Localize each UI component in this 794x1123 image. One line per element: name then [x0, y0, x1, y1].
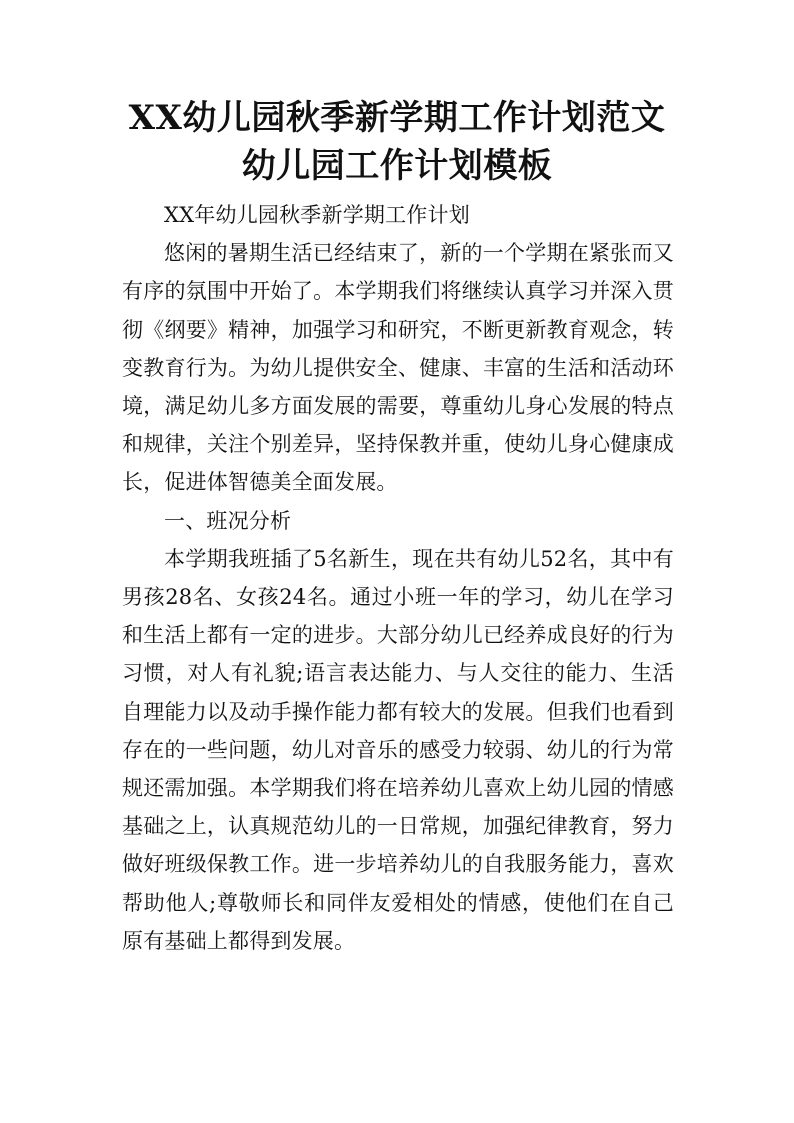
intro-paragraph: 悠闲的暑期生活已经结束了，新的一个学期在紧张而又有序的氛围中开始了。本学期我们将继续认真学习并深入贯彻《纲要》精神，加强学习和研究，不断更新教育观念，转变教育行为。为幼儿提供安全、健康、丰富的生活和活动环境，满足幼儿多方面发展的需要，尊重幼儿身心发展的特点和规律，关注个别差异，坚持保教并重，使幼儿身心健康成长，促进体智德美全面发展。	[122, 241, 674, 495]
section-heading: 一、班况分析	[164, 508, 292, 533]
document-body	[122, 196, 674, 960]
subtitle-paragraph: XX年幼儿园秋季新学期工作计划	[164, 203, 470, 227]
document-title: XX幼儿园秋季新学期工作计划范文 幼儿园工作计划模板	[128, 98, 666, 186]
class-analysis-paragraph: 本学期我班插了5名新生，现在共有幼儿52名，其中有男孩28名、女孩24名。通过小班一年的学习，幼儿在学习和生活上都有一定的进步。大部分幼儿已经养成良好的行为习惯，对人有礼貌;语言表达能力、与人交往的能力、生活自理能力以及动手操作能力都有较大的发展。但我们也看到存在的一些问题，幼儿对音乐的感受力较弱、幼儿的行为常规还需加强。本学期我们将在培养幼儿喜欢上幼儿园的情感基础之上，认真规范幼儿的一日常规，加强纪律教育，努力做好班级保教工作。进一步培养幼儿的自我服务能力，喜欢帮助他人;尊敬师长和同伴友爱相处的情感，使他们在自己原有基础上都得到发展。	[122, 546, 674, 953]
